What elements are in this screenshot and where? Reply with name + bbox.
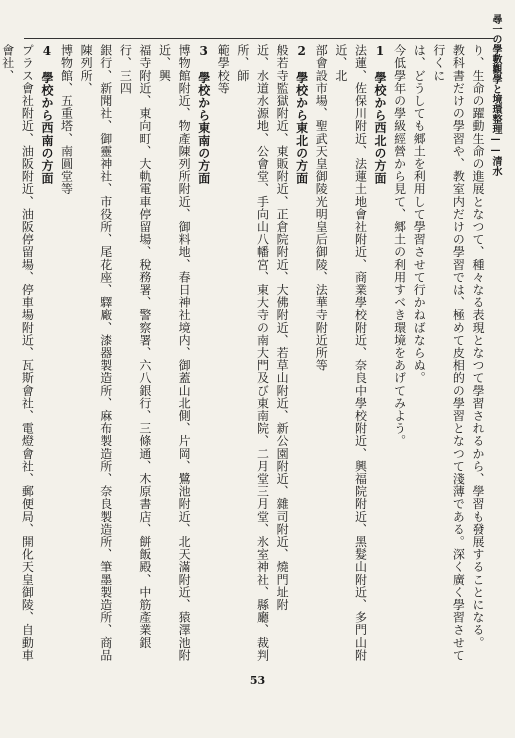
running-head: 尋一の學數觀學と境環整理——清水 xyxy=(490,14,501,176)
text-line: 福寺附近、東向町、大軌電車停留場、稅務署、警察署、六八銀行、三條通、木原書店、餅飯殿、中筋產業銀行、三四 xyxy=(118,44,152,649)
text-line: 般若寺監獄附近、東販附近、正倉院附近、大佛附近、若草山附近、新公園附近、雜司附近、燒門址附 xyxy=(275,44,290,611)
text-line: 銀行、新聞社、御靈神社、市役所、尾花座、驛廠、漆器製造所、麻布製造所、奈良製造所、筆墨製造所、商品陳列所、 xyxy=(79,44,113,662)
text-line: 教科書だけの學習や、教室内だけの學習では、極めて皮相的の學習となつて淺薄である。深く廣く學習させて行くに xyxy=(431,44,466,662)
list-item-heading: 3 學校から東南の方面 xyxy=(196,44,211,185)
list-item-heading: 4 學校から西南の方面 xyxy=(39,44,54,185)
page-number: 53 xyxy=(249,674,266,687)
text-line: 部會設市場、聖武天皇御陵光明皇后御陵、法華寺附近所等 xyxy=(314,44,329,372)
text-line: 範學校等 xyxy=(216,44,231,95)
header-rule xyxy=(24,38,495,39)
text-line: 博物館、五重塔、南圓堂等 xyxy=(59,44,74,196)
body-text xyxy=(0,44,487,662)
list-item-heading: 1 學校から西北の方面 xyxy=(373,44,388,185)
text-line: は、どうしても郷土を利用して學習させて行かねばならぬ。 xyxy=(412,44,427,385)
text-line: 法蓮、佐保川附近、法蓮土地會社附近、商業學校附近、奈良中學校附近、興福院附近、黑髮山附近、多門山附近、北 xyxy=(333,44,368,662)
text-line: 博物館附近、物產陳列所附近、御料地、春日神社境内、御蓋山北側、片岡、鷺池附近、北天滿附近、猿澤池附近、興 xyxy=(157,44,192,662)
text-line: プラス會社附近、油阪附近、油阪停留場、停車場附近、瓦斯會社、電燈會社、郵便局、開化天皇御陵、自動車會社、 xyxy=(0,44,35,662)
text-line: 近、水道水源地、公會堂、手向山八幡宮、東大寺の南大門及び東南院、二月堂三月堂、氷室神社、縣廳、裁判所、師 xyxy=(235,44,270,662)
text-line: 今低學年の學級經營から見て、郷土の利用すべき環境をあげてみよう。 xyxy=(392,44,407,448)
list-item-heading: 2 學校から東北の方面 xyxy=(294,44,309,185)
text-line: り、生命の躍動生命の進展となつて、種々なる表現となつて學習されるから、學習も發展することになる。 xyxy=(471,44,485,649)
